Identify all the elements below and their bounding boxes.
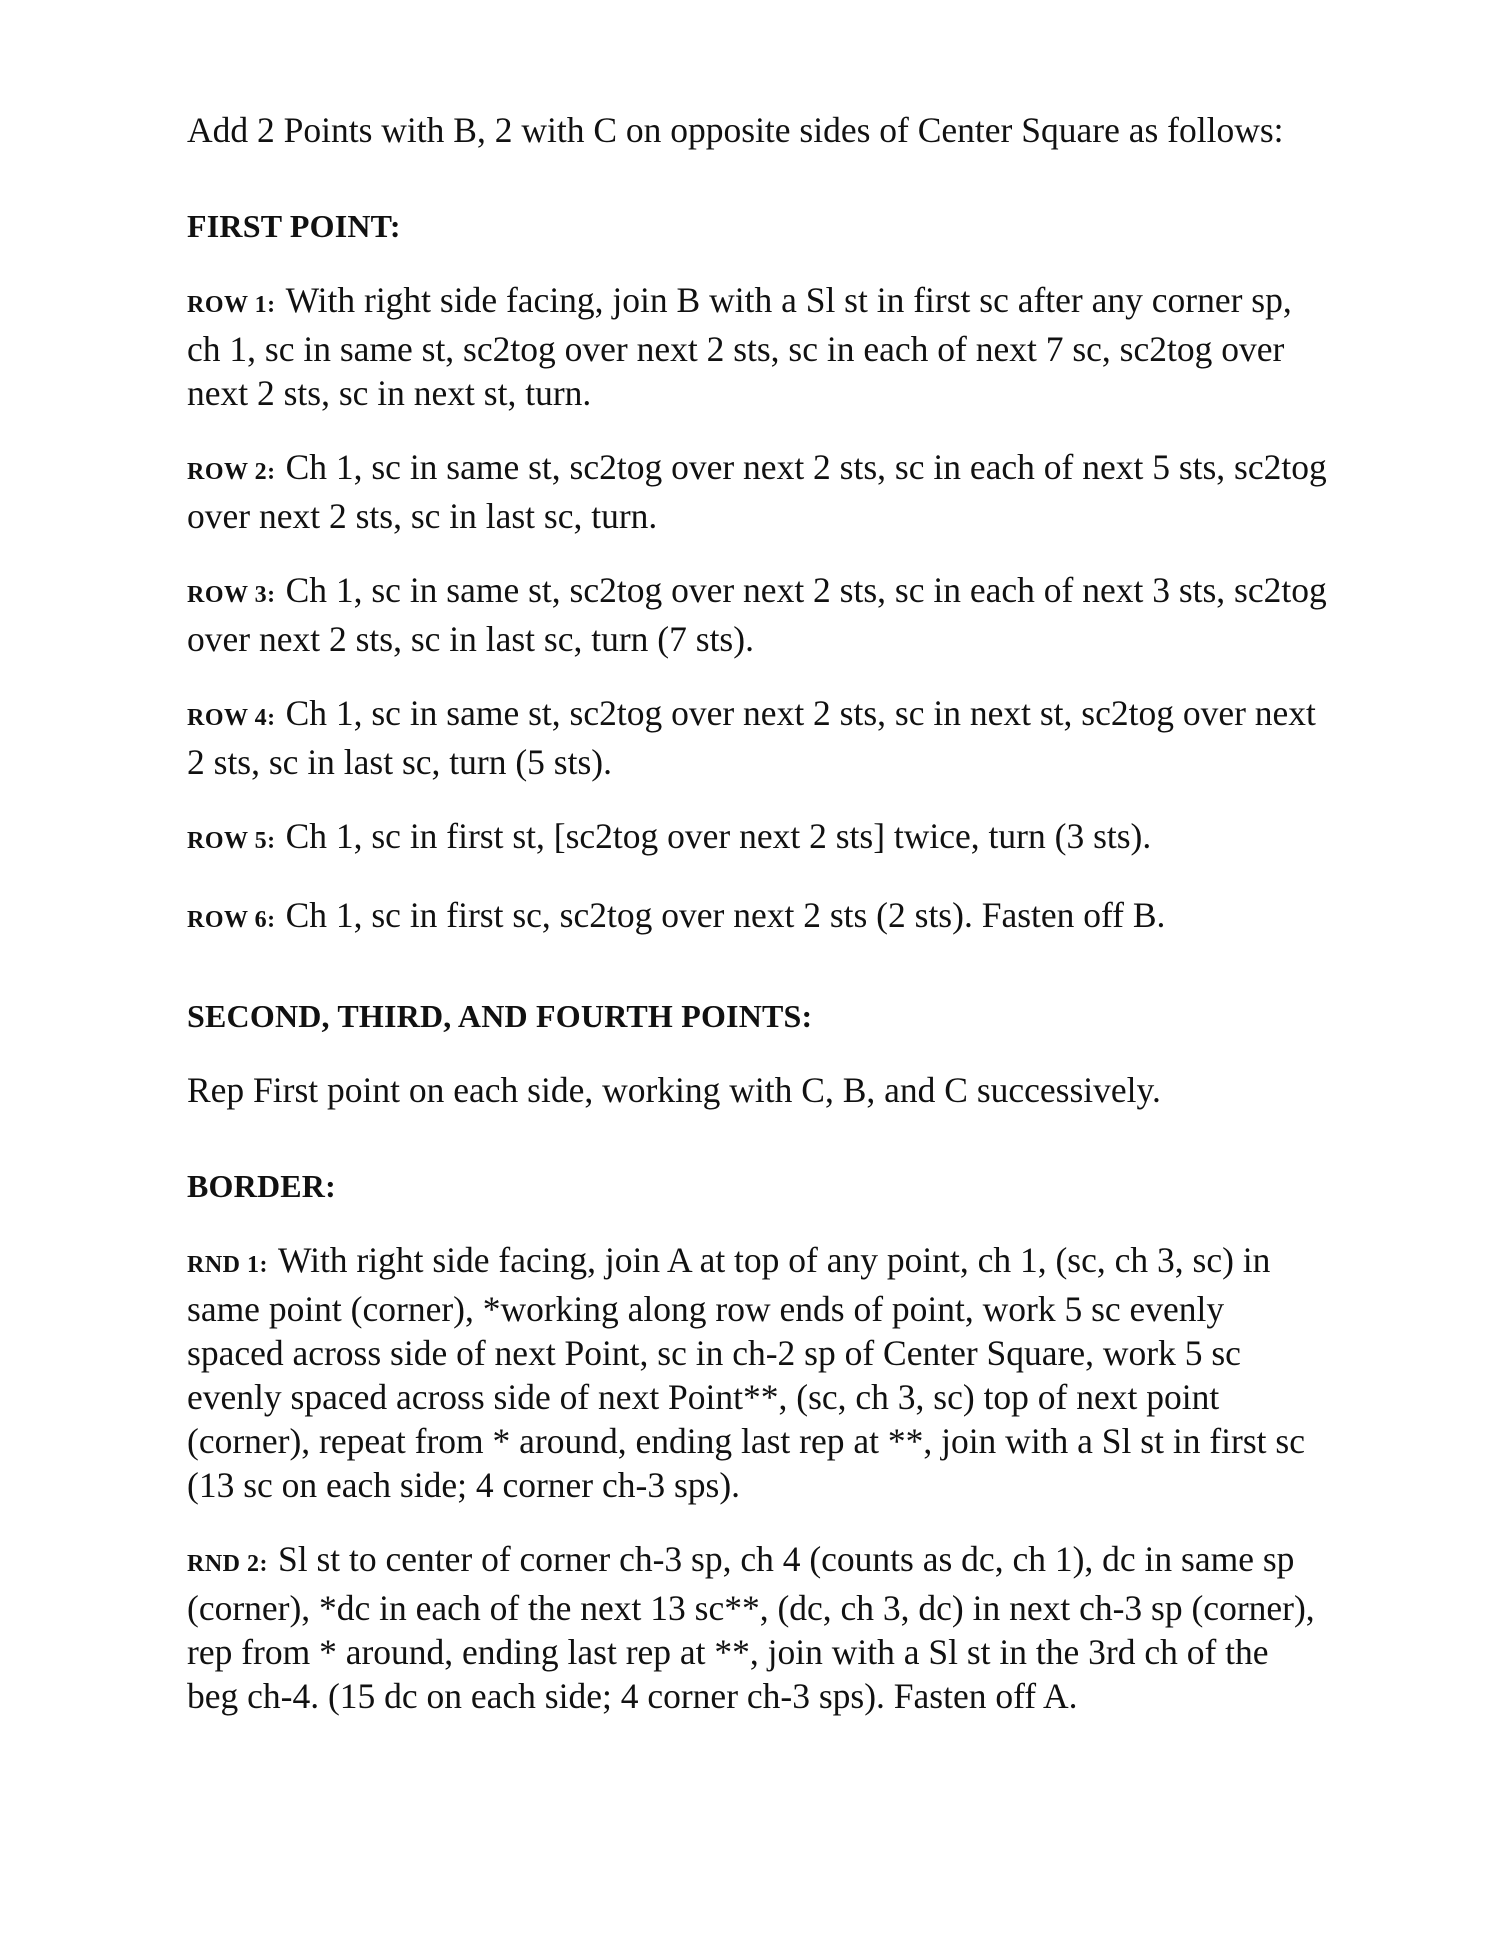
row-text: With right side facing, join B with a Sl st in first sc after any corner sp, ch 1, sc in same st, sc2tog over next 2 sts, sc in each of next 7 sc, sc2tog over next 2 sts, sc in next st, turn.	[187, 280, 1292, 413]
document-page	[187, 108, 1327, 1748]
rnd-label: RND 2:	[187, 1551, 268, 1577]
row-3	[187, 568, 1327, 661]
row-label: ROW 4:	[187, 705, 276, 731]
other-points-section	[187, 994, 1327, 1112]
row-4	[187, 691, 1327, 784]
first-point-heading: FIRST POINT:	[187, 208, 401, 244]
row-label: ROW 1:	[187, 292, 276, 318]
row-text: Ch 1, sc in same st, sc2tog over next 2 sts, sc in next st, sc2tog over next 2 sts, sc in last sc, turn (5 sts).	[187, 693, 1316, 782]
rnd-text: With right side facing, join A at top of any point, ch 1, (sc, ch 3, sc) in same point (corner), *working along row ends of point, work 5 sc evenly spaced across side of next Point, sc in ch-2 sp of Center Square, work 5 sc evenly spaced across side of next Point**, (sc, ch 3, sc) top of next point (corner), repeat from * around, ending last rep at **, join with a Sl st in first sc (13 sc on each side; 4 corner ch-3 sps).	[187, 1240, 1305, 1505]
row-label: ROW 5:	[187, 828, 276, 854]
row-5	[187, 814, 1327, 863]
row-text: Ch 1, sc in first st, [sc2tog over next 2 sts] twice, turn (3 sts).	[285, 816, 1152, 856]
rnd-2	[187, 1537, 1327, 1718]
row-label: ROW 3:	[187, 582, 276, 608]
row-2	[187, 445, 1327, 538]
row-6	[187, 893, 1327, 942]
row-text: Ch 1, sc in same st, sc2tog over next 2 sts, sc in each of next 3 sts, sc2tog over next 2 sts, sc in last sc, turn (7 sts).	[187, 570, 1327, 659]
row-label: ROW 6:	[187, 907, 276, 933]
row-text: Ch 1, sc in first sc, sc2tog over next 2 sts (2 sts). Fasten off B.	[285, 895, 1166, 935]
other-points-heading: SECOND, THIRD, AND FOURTH POINTS:	[187, 998, 813, 1034]
border-heading: BORDER:	[187, 1168, 336, 1204]
row-1	[187, 278, 1327, 415]
border-section	[187, 1164, 1327, 1718]
first-point-section	[187, 204, 1327, 942]
row-label: ROW 2:	[187, 459, 276, 485]
other-points-text: Rep First point on each side, working with C, B, and C successively.	[187, 1070, 1161, 1110]
rnd-text: Sl st to center of corner ch-3 sp, ch 4 (counts as dc, ch 1), dc in same sp (corner), *dc in each of the next 13 sc**, (dc, ch 3, dc) in next ch-3 sp (corner), rep from * around, ending last rep at **, join with a Sl st in the 3rd ch of the beg ch-4. (15 dc on each side; 4 corner ch-3 sps). Fasten off A.	[187, 1539, 1315, 1716]
intro-paragraph: Add 2 Points with B, 2 with C on opposite sides of Center Square as follows:	[187, 110, 1284, 150]
row-text: Ch 1, sc in same st, sc2tog over next 2 sts, sc in each of next 5 sts, sc2tog over next 2 sts, sc in last sc, turn.	[187, 447, 1327, 536]
rnd-label: RND 1:	[187, 1252, 268, 1278]
rnd-1	[187, 1238, 1327, 1507]
